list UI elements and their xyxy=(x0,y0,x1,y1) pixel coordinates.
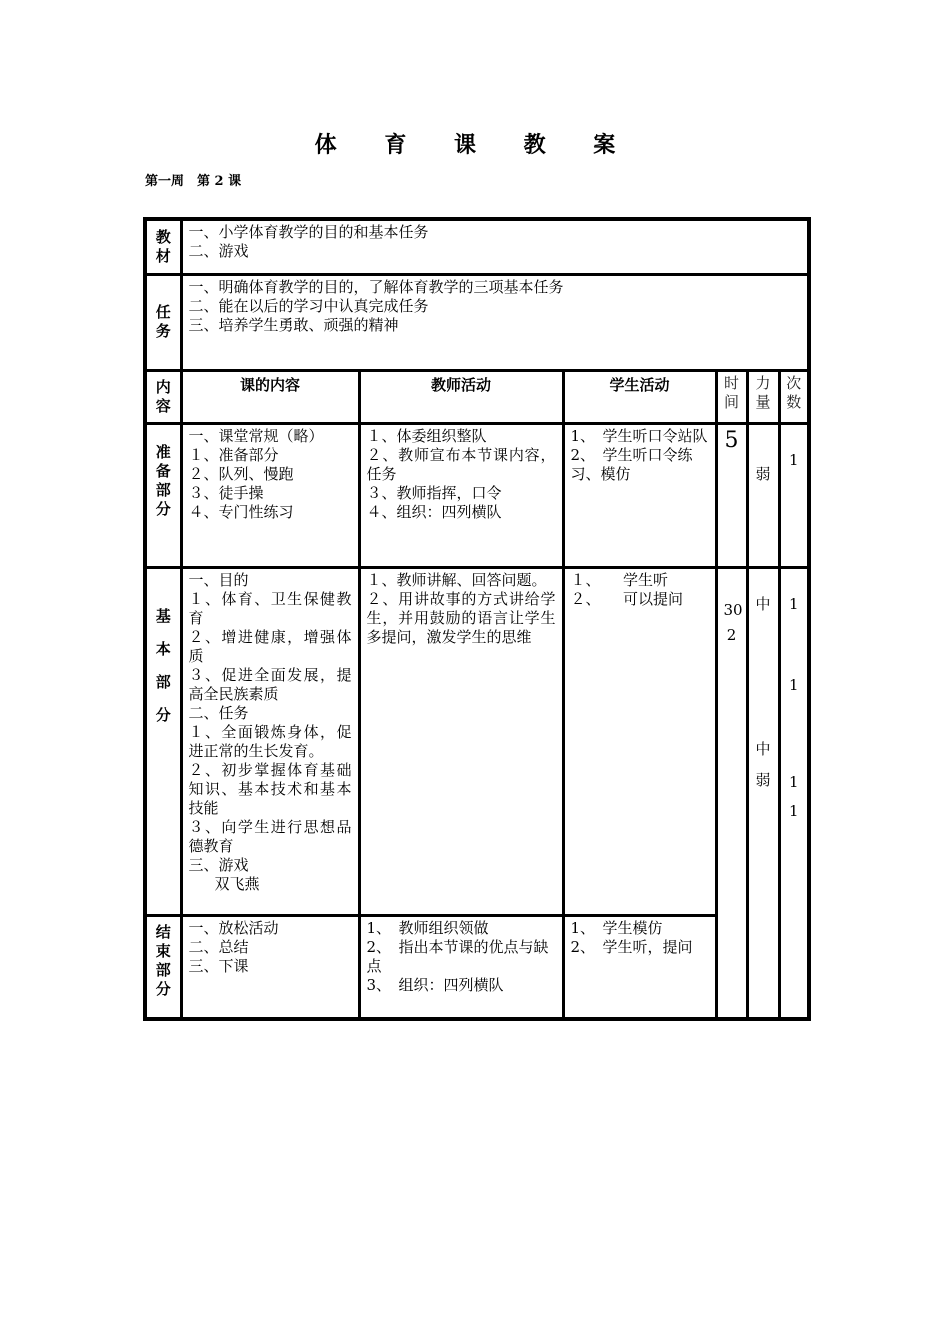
count-header: 次 数 xyxy=(779,370,809,423)
lesson-content-header: 课的内容 xyxy=(181,370,359,423)
content-label: 内 容 xyxy=(145,370,181,423)
prep-time: 5 xyxy=(716,423,747,567)
lesson-plan-table xyxy=(143,217,811,1021)
prep-student: 1、 学生听口令站队 2、 学生听口令练习、模仿 xyxy=(563,423,716,567)
basic-teacher: １、教师讲解、回答问题。 ２、用讲故事的方式讲给学生，并用鼓励的语言让学生多提问，激发学生的思维 xyxy=(359,567,563,915)
tasks-content: 一、明确体育教学的目的，了解体育教学的三项基本任务 二、能在以后的学习中认真完成任务 三、培养学生勇敢、顽强的精神 xyxy=(181,274,809,370)
basic-content: 一、目的 １、体育、卫生保健教育 ２、增进健康，增强体质 ３、促进全面发展，提高全民族素质 二、任务 １、全面锻炼身体，促进正常的生长发育。 ２、初步掌握体育基础知识、基本技术和基本技能 ３、向学生进行思想品德教育 三、游戏 双飞燕 xyxy=(181,567,359,915)
prep-intensity: 弱 xyxy=(747,423,779,567)
prep-label: 准 备 部 分 xyxy=(145,423,181,567)
end-student: 1、 学生模仿 2、 学生听，提问 xyxy=(563,915,716,1019)
end-row xyxy=(145,915,809,1019)
materials-row xyxy=(145,219,809,274)
prep-row xyxy=(145,423,809,567)
week-lesson: 第一周 第 2 课 xyxy=(145,174,242,189)
prep-count: 1 xyxy=(779,423,809,567)
tasks-label: 任 务 xyxy=(145,274,181,370)
basic-time: 30 2 xyxy=(716,567,747,1019)
end-label: 结 束 部 分 xyxy=(145,915,181,1019)
tasks-row xyxy=(145,274,809,370)
materials-content: 一、小学体育教学的目的和基本任务 二、游戏 xyxy=(181,219,809,274)
basic-intensity: 中 中 弱 xyxy=(747,567,779,1019)
basic-row xyxy=(145,567,809,915)
student-activity-header: 学生活动 xyxy=(563,370,716,423)
intensity-header: 力 量 xyxy=(747,370,779,423)
prep-content: 一、课堂常规（略） １、准备部分 ２、队列、慢跑 ３、徒手操 ４、专门性练习 xyxy=(181,423,359,567)
basic-count: 1 1 1 1 xyxy=(779,567,809,1019)
materials-label: 教 材 xyxy=(145,219,181,274)
page-title: 体 育 课 教 案 xyxy=(314,132,636,158)
time-header: 时 间 xyxy=(716,370,747,423)
basic-student: １、 学生听 ２、 可以提问 xyxy=(563,567,716,915)
game-name: 双飞燕 xyxy=(214,874,260,893)
prep-teacher: １、体委组织整队 ２、教师宣布本节课内容，任务 ３、教师指挥，口令 ４、组织：四列横队 xyxy=(359,423,563,567)
end-teacher: 1、 教师组织领做 2、 指出本节课的优点与缺点 3、 组织：四列横队 xyxy=(359,915,563,1019)
header-row xyxy=(145,370,809,423)
basic-label: 基 本 部 分 xyxy=(145,567,181,915)
end-content: 一、放松活动 二、总结 三、下课 xyxy=(181,915,359,1019)
teacher-activity-header: 教师活动 xyxy=(359,370,563,423)
